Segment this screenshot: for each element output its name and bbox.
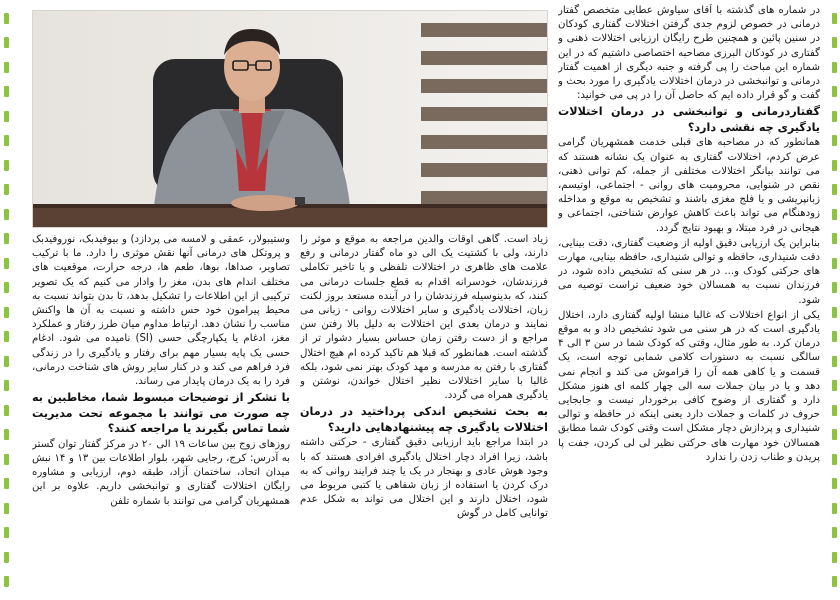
answer-paragraph: روزهای زوج بین ساعات ۱۹ الی ۲۰ در مرکز گفتار توان گستر به آدرس: کرج، رجایی شهر، بلوار اطلاعات بین ۱۳ و ۱۴ نبش میدان اتحاد، ساختمان آزاد، طبقه دوم، ارزیابی و مشاوره رایگان اختلالات گفتاری و توانبخشی داریم. علاوه بر این همشهریان گرامی می توانند با شماره تلفن (32, 438, 290, 507)
intro-paragraph: در شماره های گذشته با آقای سیاوش عطایی متخصص گفتار درمانی در خصوص لزوم جدی گرفتن اختلالات گفتاری کودکان در سنین پائین و همچنین طرح رایگان ارزیابی اختلالات ذهنی و گفتاری در کودکان البرزی مصاحبه اختصاصی داشتیم که در این شماره این مباحث را پی گرفته و جنبه دیگری از اهمیت گفتار درمانی و توانبخشی در درمان اختلالات یادگیری را مورد بحث و گفت و گو قرار داده ایم که حاصل آن را در پی می خوانید: (558, 5, 820, 102)
question-heading: با تشکر از توضیحات مبسوط شما، مخاطبین به چه صورت می توانند با مجموعه تحت مدیریت شما تماس بگیرند یا مراجعه کنند؟ (32, 391, 290, 436)
answer-paragraph: یکی از انواع اختلالات که غالبا منشا اولیه گفتاری دارد، اختلال یادگیری است که در هر سنی می شود تشخیص داد و به موقع درمان کرد. به طور مثال، وقتی که کودک شما در سن ۳ الی ۴ سالگی نسبت به دستورات کلامی شمابی توجه است، یک قسمت و یا کاهی همه آن را فراموش می کند و انجام نمی دهد و یا در بیان جملات سه الی چهار کلمه ای هنوز مشکل دارد و گفتاری از وضوح کافی برخوردار نیست و جابجایی حروف در کلمات و جملات دارد یعنی اینکه در حافظه و توالی شنیداری و پردازش دچار مشکل است وقتی کودک شما مطابق همسالان خود مهارت های حرکتی نظیر لی لی کردن، جفت پا پریدن و طناب زدن را ندارد (558, 309, 820, 463)
right-border-decoration (828, 0, 840, 600)
answer-paragraph: زیاد است. گاهی اوقات والدین مراجعه به موقع و موثر را دارند، ولی با کشتیت یک الی دو ماه گفتار درمانی و رفع علامت های ظاهری در اختلالات تلفظی و یا تاخیر تکاملی فرزندشان، خودسرانه اقدام به قطع جلسات درمانی می کنند، که بدینوسیله فرزندشان را در آینده مستعد بروز لکنت زبان، اختلالات یادگیری و سایر اختلالات روانی - زبانی می نمایند و درمان بعدی این اختلالات به دلیل بالا رفتن سن مراجع و از دست رفتن زمان حساس بسیار دشوار تر از گذشته است. همانطور که قبلا هم تاکید کرده ام هیچ اختلال گفتاری با رفتن به مدرسه و مهد کودک بهتر نمی شود، بلکه غالبا با سایر اختلالات نظیر اختلال خواندن، نوشتن و یادگیری همراه می گردد. (300, 234, 548, 402)
answer-paragraph: همانطور که در مصاحبه های قبلی خدمت همشهریان گرامی عرض کردم، اختلالات گفتاری به عنوان یک نشانه هستند که می توانند بیانگر اختلالات مختلفی از جمله، کم توانی ذهنی، نقص در شنوایی، محرومیت های روانی - اجتماعی، اوتیسم، زبانپریشی و یا فلج مغزی باشند و تشخیص به موقع و مداخله زودهنگام می تواند باعث کاهش عوارض شناختی، اجتماعی و هیجانی در فرد مبتلا، و بهبود نتایج گردد. (558, 137, 820, 234)
portrait-illustration (33, 11, 548, 228)
question-heading: به بحث تشخیص اندکی پرداختید در درمان اختلالات یادگیری چه پیشنهادهایی دارید؟ (300, 405, 548, 434)
article-column-middle (300, 233, 548, 600)
answer-paragraph: وستیبولار، عمقی و لامسه می پردازد) و بیوفیدبک، نوروفیدبک و پروتکل های درمانی آنها نقش موثری را دارد. ما با ترکیب تصاویر، صداها، بوها، طعم ها، درجه حرارت، موقعیت های مختلف اندام های بدن، مغز را وادار می کنیم که یک تصویر ترکیبی از این اطلاعات را تشکیل بدهد، تا بدن بتواند نسبت به محیط پیرامون خود حس داشته و نسبت به آن ها واکنش مناسب را نشان دهد. ارتباط مداوم میان طرز رفتار و عملکرد مغز، ادغام یا یکپارچگی حسی (SI) نامیده می شود. ادغام حسی یک پایه بسیار مهم برای رفتار و یادگیری را در زندگی فرد فراهم می کند و در کنار سایر روش های شناخت درمانی، فرد را به یک درمان پایدار می رساند. (32, 234, 290, 388)
answer-paragraph: بنابراین یک ارزیابی دقیق اولیه از وضعیت گفتاری، دقت بینایی، دقت شنیداری، حافظه و توالی شنیداری، حافظه بینایی، مهارت های حرکتی کودک و... در هر سنی که تشخیص داده شود، در فرزندان نسبت به همسالان خود ضعیف تراست توصیه می شود. (558, 237, 820, 306)
article-column-right (558, 4, 820, 600)
left-border-decoration (0, 0, 12, 600)
question-heading: گفتاردرمانی و توانبخشی در درمان اختلالات یادگیری چه نقشی دارد؟ (558, 105, 820, 134)
answer-paragraph: در ابتدا مراجع باید ارزیابی دقیق گفتاری - حرکتی داشته باشد، زیرا افراد دچار اختلال یادگیری افرادی هستند که با وجود هوش عادی و بهنجار در یک یا چند فرایند روانی که به درک کردن یا استفاده از زبان شفاهی یا کتبی مربوط می شود، اختلال دارند و این اختلال می تواند به شکل عدم توانایی کامل در گوش (300, 437, 548, 520)
interviewee-photo (32, 10, 548, 228)
article-column-left (32, 233, 290, 600)
